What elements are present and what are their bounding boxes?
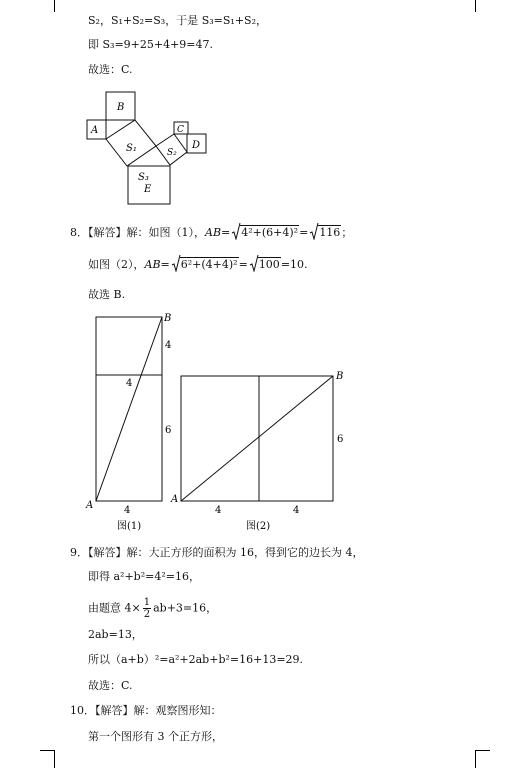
q9a-line: 即得 a²+b²=4²=16， — [88, 570, 200, 583]
q8-tag: 【解答】解：如图（1）， — [88, 226, 205, 239]
left-dim-mid: 4 — [126, 378, 133, 389]
right-dim-right: 4 — [293, 505, 300, 516]
crop-mark-bottom-right-v — [475, 750, 476, 768]
q10-line — [70, 704, 222, 718]
q9-number: 9． — [70, 546, 88, 559]
text-line: S₂，S₁+S₂=S₃，于是 S₃=S₁+S₂， — [88, 14, 267, 27]
text-line: 故选：C. — [88, 63, 133, 76]
q10a-line: 第一个图形有 3 个正方形， — [88, 730, 223, 743]
q8b-radicand-1: 6²+(4+4)² — [180, 258, 238, 271]
left-label-b: B — [164, 313, 172, 324]
fraction-numerator: 1 — [143, 597, 151, 608]
pythagoras-figure — [80, 88, 220, 208]
label-c: C — [177, 125, 184, 135]
q8b-eq: = — [238, 258, 248, 271]
q8b-ab: AB= — [144, 258, 170, 271]
text-line: 即 S₃=9+25+4+9=47. — [88, 38, 214, 51]
left-diagonal — [96, 317, 162, 501]
crop-mark-top-left — [54, 0, 55, 12]
q8c-line: 故选 B. — [88, 288, 126, 301]
q8-radicand-1: 4²+(6+4)² — [241, 226, 299, 239]
q8-sqrt-2 — [309, 225, 341, 240]
label-d: D — [192, 140, 201, 151]
rectangle-figures — [84, 310, 354, 535]
q8b-sqrt-1 — [171, 257, 239, 272]
left-dim-bottom: 4 — [124, 505, 131, 516]
label-s1: S₁ — [126, 143, 137, 154]
right-diagonal — [181, 376, 333, 501]
label-s2: S₂ — [167, 148, 177, 158]
crop-mark-top-right — [475, 0, 476, 12]
q9d-line: 所以（a+b）²=a²+2ab+b²=16+13=29. — [88, 653, 304, 666]
q8-sqrt-1 — [231, 225, 299, 240]
q10-number: 10． — [70, 704, 95, 717]
q9b-post: ab+3=16， — [153, 601, 218, 615]
right-label-b: B — [336, 371, 344, 382]
q8-line — [70, 225, 352, 240]
left-label-a: A — [86, 500, 94, 511]
q8-ab: AB= — [205, 226, 231, 239]
q8-end: ； — [341, 226, 353, 239]
crop-mark-bottom-right-h — [475, 750, 490, 751]
q8b-radicand-2: 100 — [258, 258, 280, 271]
fraction-denominator: 2 — [143, 609, 151, 620]
label-e: E — [144, 184, 152, 195]
crop-mark-bottom-left-v — [54, 750, 55, 768]
left-dim-side: 6 — [165, 425, 172, 436]
label-b: B — [117, 102, 125, 113]
right-dim-left: 4 — [215, 505, 222, 516]
right-label-a: A — [171, 494, 179, 505]
fraction — [143, 597, 151, 620]
q8-eq: = — [299, 226, 309, 239]
q8b-sqrt-2 — [249, 257, 281, 272]
left-caption: 图(1) — [117, 521, 142, 532]
q9-tag: 【解答】解：大正方形的面积为 16，得到它的边长为 4， — [88, 546, 364, 559]
q9b-pre: 由题意 4× — [88, 601, 141, 615]
q8-number: 8． — [70, 226, 88, 239]
label-a: A — [91, 125, 99, 136]
right-dim-side: 6 — [337, 434, 344, 445]
q10-tag: 【解答】解：观察图形知： — [95, 704, 222, 717]
q8b-end: =10. — [280, 258, 308, 271]
label-s3: S₃ — [138, 172, 149, 183]
crop-mark-bottom-left-h — [40, 750, 55, 751]
right-caption: 图(2) — [246, 521, 271, 532]
q8b-line — [88, 257, 308, 272]
q9-line — [70, 546, 364, 560]
left-dim-top: 4 — [165, 340, 172, 351]
q8b-pre: 如图（2）， — [88, 258, 145, 271]
q9c-line: 2ab=13， — [88, 628, 143, 641]
q9e-line: 故选：C. — [88, 679, 133, 692]
q9b-line — [88, 597, 217, 620]
q8-radicand-2: 116 — [319, 226, 341, 239]
